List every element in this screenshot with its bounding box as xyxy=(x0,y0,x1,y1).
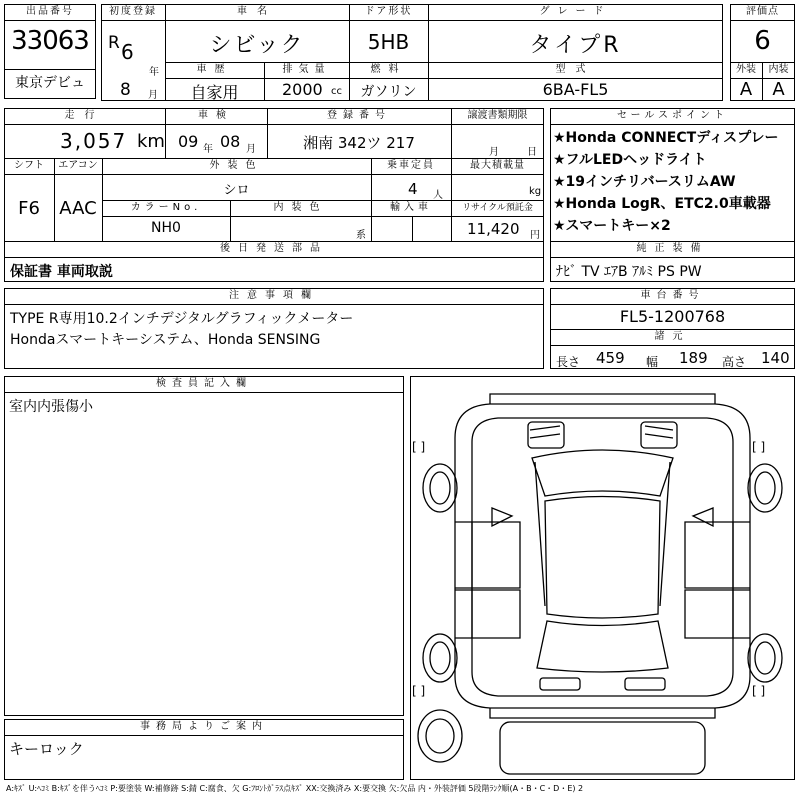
width-value: 189 xyxy=(679,349,708,367)
history-label: 車歴 xyxy=(196,64,233,75)
displacement-unit: cc xyxy=(331,86,342,97)
legend-text: A:ｷｽﾞ U:ﾍｺﾐ B:ｷｽﾞを伴うﾍｺﾐ P:要塗装 W:補修跡 S:錆 C:腐食、欠 G:ﾌﾛﾝﾄｶﾞﾗｽ点ｷｽﾞ XX:交換済み X:要交換 欠:欠品 内・外装評価 5段階ﾗﾝｸ順(A・B・C・D・E) 2 xyxy=(6,784,584,793)
front-bumper xyxy=(490,394,715,404)
wheel-front-left xyxy=(423,464,457,512)
fuel-label: 燃料 xyxy=(370,64,407,75)
ac-label: エアコン xyxy=(58,160,98,171)
bracket-right-top: [ ] xyxy=(752,440,766,454)
rear-bumper xyxy=(490,708,715,718)
recycle-unit: 円 xyxy=(530,230,540,241)
capacity-label: 乗車定員 xyxy=(387,160,435,171)
fuel-value: ガソリン xyxy=(360,84,417,100)
mileage-label: 走行 xyxy=(64,110,105,121)
width-label: 幅 xyxy=(646,355,659,369)
history-value: 自家用 xyxy=(190,83,239,102)
chassis-value: FL5-1200768 xyxy=(619,307,726,326)
length-label: 長さ xyxy=(556,355,581,369)
door-value: 5HB xyxy=(367,30,410,54)
height-label: 高さ xyxy=(722,355,747,369)
model-label: 型式 xyxy=(555,64,596,75)
door-front-left xyxy=(455,522,520,588)
rear-window xyxy=(537,621,668,672)
inspection-month: 08 xyxy=(220,132,241,151)
interior-value: A xyxy=(772,79,785,100)
windshield xyxy=(532,450,673,496)
score-label: 評価点 xyxy=(746,6,779,17)
inspection-month-unit: 月 xyxy=(246,144,256,155)
inspector-box xyxy=(4,376,404,716)
office-value: キーロック xyxy=(9,740,84,758)
height-value: 140 xyxy=(761,349,790,367)
era: R xyxy=(108,33,120,53)
capacity-unit: 人 xyxy=(433,190,443,201)
interior-color-label: 内装色 xyxy=(273,202,328,213)
taillight-left xyxy=(540,678,580,690)
shift-label: シフト xyxy=(14,160,44,171)
interior-color-unit: 系 xyxy=(356,230,366,241)
later-value: 保証書 車両取説 xyxy=(10,264,113,280)
debut-label: 東京デビュ xyxy=(15,75,85,91)
year-value: 6 xyxy=(121,40,134,64)
exterior-label: 外装 xyxy=(736,64,756,75)
trunk-outline xyxy=(500,722,705,774)
displacement-value: 2000 xyxy=(282,80,323,99)
score-value: 6 xyxy=(754,26,771,56)
transfer-month-unit: 月 xyxy=(489,147,499,158)
inspection-label: 車検 xyxy=(198,110,234,121)
door-front-right xyxy=(685,522,750,588)
recycle-value: 11,420 xyxy=(467,220,520,238)
plate-value: 湘南 342ツ 217 xyxy=(303,134,415,152)
car-name-label: 車名 xyxy=(237,6,277,17)
inspection-year-unit: 年 xyxy=(203,144,213,155)
mileage-value: 3,057 xyxy=(60,129,128,153)
chassis-label: 車台番号 xyxy=(640,290,705,301)
grade-label: グレード xyxy=(539,6,612,17)
later-label: 後日発送部品 xyxy=(220,243,328,254)
office-label: 事務局よりご案内 xyxy=(140,721,268,732)
notes-line2: Hondaスマートキーシステム、Honda SENSING xyxy=(10,332,321,348)
capacity-value: 4 xyxy=(408,180,418,198)
spare-tire xyxy=(418,710,462,762)
sales-label: セールスポイント xyxy=(616,110,729,121)
first-reg-label: 初度登録 xyxy=(109,6,157,17)
month-value: 8 xyxy=(120,80,131,100)
wheel-front-right xyxy=(748,464,782,512)
recycle-label: リサイクル預託金 xyxy=(462,203,533,213)
door-label: ドア形状 xyxy=(364,6,413,17)
month-unit: 月 xyxy=(148,90,158,101)
mirror-left xyxy=(492,508,512,526)
length-value: 459 xyxy=(596,349,625,367)
load-label: 最大積載量 xyxy=(470,160,525,171)
inspection-year: 09 xyxy=(178,132,199,151)
color-value: シロ xyxy=(223,183,250,198)
transfer-day-unit: 日 xyxy=(527,147,537,158)
transfer-label: 譲渡書類期限 xyxy=(467,110,528,121)
sales-point: ★スマートキー×2 xyxy=(553,218,671,234)
roof xyxy=(545,497,660,619)
sales-point: ★Honda CONNECTディスプレー xyxy=(553,130,779,146)
notes-label: 注意事項欄 xyxy=(229,290,319,301)
plate-label: 登録番号 xyxy=(327,110,391,121)
sales-points-list xyxy=(553,127,793,237)
dims-label: 諸元 xyxy=(654,331,691,342)
shift-value: F6 xyxy=(18,198,40,219)
inspector-value: 室内内張傷小 xyxy=(9,399,93,415)
color-no-value: NH0 xyxy=(151,220,181,236)
door-rear-left xyxy=(455,590,520,638)
displacement-label: 排気量 xyxy=(282,64,331,75)
model-value: 6BA-FL5 xyxy=(542,80,609,99)
bracket-right-bottom: [ ] xyxy=(752,684,766,698)
ac-value: AAC xyxy=(59,198,97,219)
car-name: シビック xyxy=(209,33,305,58)
exterior-value: A xyxy=(739,79,753,100)
car-diagram xyxy=(410,376,795,780)
sales-point: ★19インチリバースリムAW xyxy=(553,174,736,190)
lot-number: 33063 xyxy=(11,26,89,56)
grade-value: タイプR xyxy=(529,33,622,58)
inspector-label: 検査員記入欄 xyxy=(156,378,252,389)
color-label: 外装色 xyxy=(209,160,264,171)
sales-point: ★Honda LogR、ETC2.0車載器 xyxy=(553,196,771,212)
color-no-label: カラーNo. xyxy=(130,202,202,213)
taillight-right xyxy=(625,678,665,690)
mileage-unit: km xyxy=(137,131,165,152)
wheel-rear-left xyxy=(423,634,457,682)
bracket-left-top: [ ] xyxy=(412,440,426,454)
mirror-right xyxy=(693,508,713,526)
car-body-inner xyxy=(472,418,733,696)
load-unit: kg xyxy=(529,186,542,197)
interior-label: 内装 xyxy=(768,64,789,75)
equipment-value: ﾅﾋﾞ TV ｴｱB ｱﾙﾐ PS PW xyxy=(556,264,702,280)
wheel-rear-right xyxy=(748,634,782,682)
lot-label: 出品番号 xyxy=(26,6,74,17)
bracket-left-bottom: [ ] xyxy=(412,684,426,698)
door-rear-right xyxy=(685,590,750,638)
year-unit: 年 xyxy=(149,67,159,78)
equipment-label: 純正装備 xyxy=(636,243,709,254)
notes-line1: TYPE R専用10.2インチデジタルグラフィックメーター xyxy=(10,311,354,327)
sales-point: ★フルLEDヘッドライト xyxy=(553,152,707,168)
import-label: 輸入車 xyxy=(390,202,432,213)
